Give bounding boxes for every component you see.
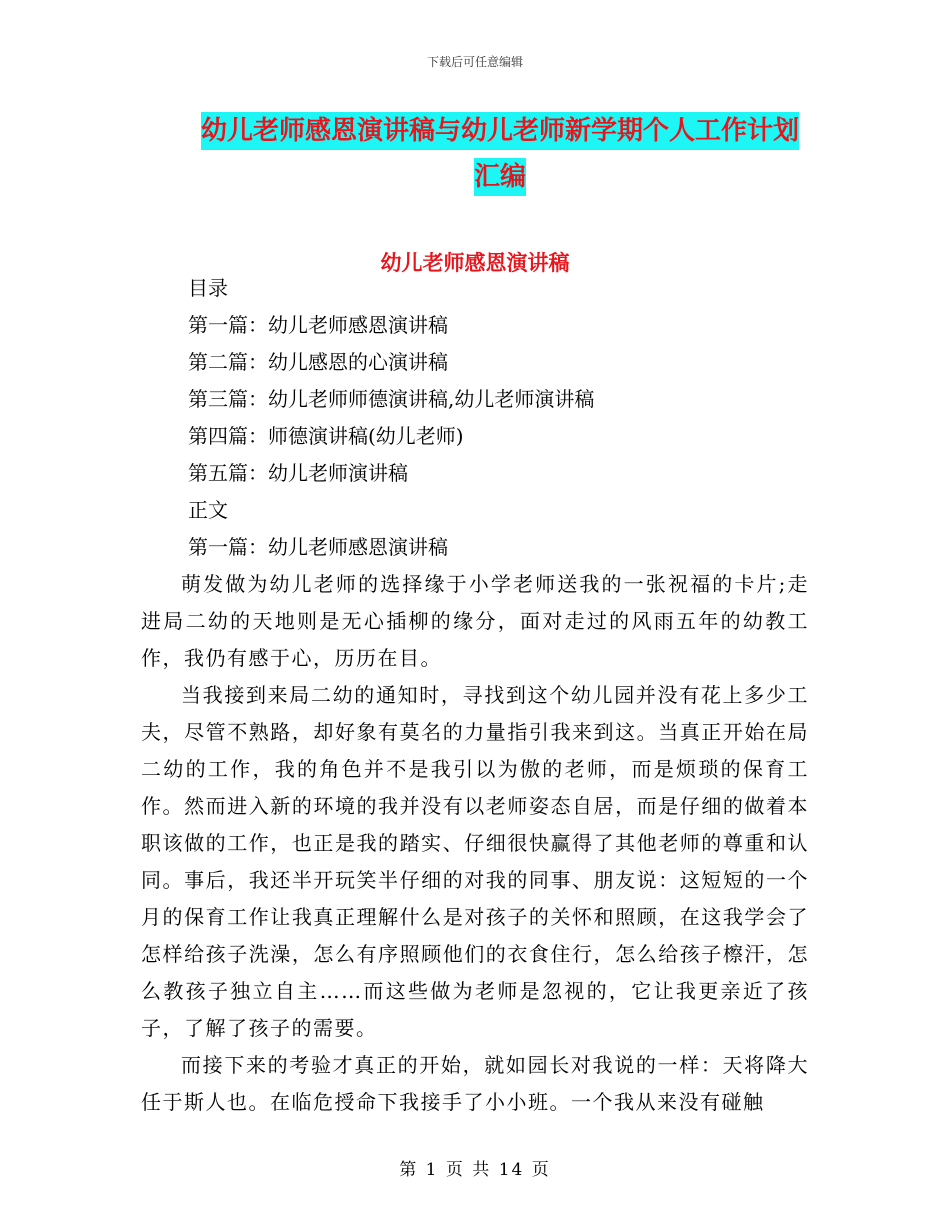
paragraph-3: 而接下来的考验才真正的开始，就如园长对我说的一样：天将降大任于斯人也。在临危授命下我接手了小小班。一个我从来没有碰触 xyxy=(141,1053,809,1114)
body-text xyxy=(141,566,809,1121)
toc-item-3: 第三篇：幼儿老师师德演讲稿,幼儿老师演讲稿 xyxy=(188,387,595,411)
toc-item-1: 第一篇：幼儿老师感恩演讲稿 xyxy=(188,313,448,337)
toc-heading: 目录 xyxy=(188,276,228,300)
toc-item-5: 第五篇：幼儿老师演讲稿 xyxy=(188,461,408,485)
paragraph-2: 当我接到来局二幼的通知时，寻找到这个幼儿园并没有花上多少工夫，尽管不熟路，却好象有莫名的力量指引我来到这。当真正开始在局二幼的工作，我的角色并不是我引以为傲的老师，而是烦琐的保育工作。然而进入新的环境的我并没有以老师姿态自居，而是仔细的做着本职该做的工作，也正是我的踏实、仔细很快赢得了其他老师的尊重和认同。事后，我还半开玩笑半仔细的对我的同事、朋友说：这短短的一个月的保育工作让我真正理解什么是对孩子的关怀和照顾，在这我学会了怎样给孩子洗澡，怎么有序照顾他们的衣食住行，怎么给孩子檫汗，怎么教孩子独立自主……而这些做为老师是忽视的，它让我更亲近了孩子，了解了孩子的需要。 xyxy=(141,683,809,1040)
header-note: 下载后可任意编辑 xyxy=(426,55,523,69)
body-heading: 正文 xyxy=(188,498,228,522)
document-title-line-2: 汇编 xyxy=(474,158,526,196)
toc-item-4: 第四篇：师德演讲稿(幼儿老师) xyxy=(188,424,464,448)
toc-item-2: 第二篇：幼儿感恩的心演讲稿 xyxy=(188,350,448,374)
document-title xyxy=(140,108,860,200)
document-title-line-1: 幼儿老师感恩演讲稿与幼儿老师新学期个人工作计划 xyxy=(201,112,799,150)
page-footer: 第 1 页 共 14 页 xyxy=(399,1160,551,1180)
chapter-heading: 第一篇：幼儿老师感恩演讲稿 xyxy=(188,535,448,559)
table-of-contents xyxy=(188,270,828,566)
paragraph-1: 萌发做为幼儿老师的选择缘于小学老师送我的一张祝福的卡片;走进局二幼的天地则是无心插柳的缘分，面对走过的风雨五年的幼教工作，我仍有感于心，历历在目。 xyxy=(141,572,809,670)
section-title: 幼儿老师感恩演讲稿 xyxy=(380,251,570,275)
